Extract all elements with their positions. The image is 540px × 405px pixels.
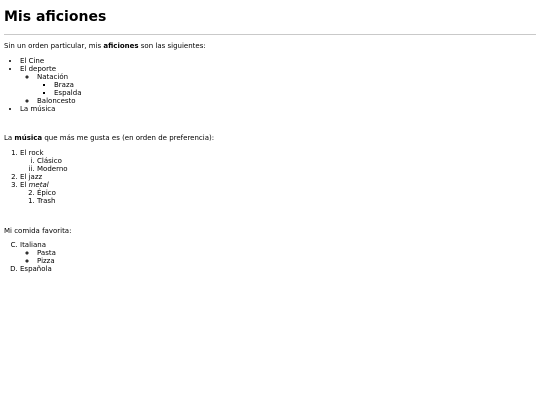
food-list xyxy=(20,241,56,273)
hobbies-intro-bold: aficiones xyxy=(103,42,139,50)
hobbies-list-block xyxy=(0,57,81,113)
list-item-espanola xyxy=(20,265,56,273)
list-item-label-italic: metal xyxy=(28,181,49,189)
page-title: Mis aficiones xyxy=(4,9,107,25)
list-item-braza xyxy=(54,81,81,89)
list-item-deporte xyxy=(20,65,81,105)
list-item-label: El Cine xyxy=(20,57,45,65)
list-item-musica xyxy=(20,105,81,113)
list-item-label: Pizza xyxy=(37,257,55,265)
music-intro xyxy=(4,134,214,142)
list-item-rock xyxy=(20,149,68,173)
food-intro: Mi comida favorita: xyxy=(4,227,72,235)
list-item-label: El rock xyxy=(20,149,44,157)
list-item-clasico xyxy=(37,157,68,165)
list-item-label: Trash xyxy=(37,197,56,205)
list-item-label: El jazz xyxy=(20,173,43,181)
list-item-jazz xyxy=(20,173,68,181)
list-item-label: Braza xyxy=(54,81,74,89)
hobbies-intro xyxy=(4,42,206,50)
list-item-label: Clásico xyxy=(37,157,62,165)
list-item-label: Italiana xyxy=(20,241,47,249)
food-list-block xyxy=(0,241,56,273)
rock-sublist xyxy=(37,157,68,173)
list-item-espalda xyxy=(54,89,81,97)
list-item-baloncesto xyxy=(37,97,81,105)
list-item-cine xyxy=(20,57,81,65)
hobbies-intro-text-end: son las siguientes: xyxy=(138,42,206,50)
list-item-label: Baloncesto xyxy=(37,97,76,105)
list-item-pizza xyxy=(37,257,56,265)
music-intro-text: La xyxy=(4,134,15,142)
list-item-label: El xyxy=(20,181,29,189)
list-item-label: Espalda xyxy=(54,89,82,97)
music-list-block xyxy=(0,149,68,205)
list-item-label: Natación xyxy=(37,73,69,81)
list-item-label: Moderno xyxy=(37,165,68,173)
metal-sublist xyxy=(37,189,68,205)
music-intro-text-end: que más me gusta es (en orden de preferencia): xyxy=(42,134,215,142)
list-item-trash xyxy=(37,197,68,205)
list-item-epico xyxy=(37,189,68,197)
list-item-moderno xyxy=(37,165,68,173)
deporte-sublist xyxy=(37,73,81,105)
hobbies-list xyxy=(20,57,81,113)
list-item-natacion xyxy=(37,73,81,97)
list-item-label: Pasta xyxy=(37,249,56,257)
music-list xyxy=(20,149,68,205)
title-divider xyxy=(4,34,536,35)
list-item-label: Española xyxy=(20,265,52,273)
list-item-pasta xyxy=(37,249,56,257)
list-item-label: Épico xyxy=(37,189,56,197)
hobbies-intro-text: Sin un orden particular, mis xyxy=(4,42,104,50)
list-item-label: La música xyxy=(20,105,56,113)
music-intro-bold: música xyxy=(14,134,43,142)
list-item-label: El deporte xyxy=(20,65,56,73)
natacion-sublist xyxy=(54,81,81,97)
list-item-italiana xyxy=(20,241,56,265)
italiana-sublist xyxy=(37,249,56,265)
list-item-metal xyxy=(20,181,68,205)
